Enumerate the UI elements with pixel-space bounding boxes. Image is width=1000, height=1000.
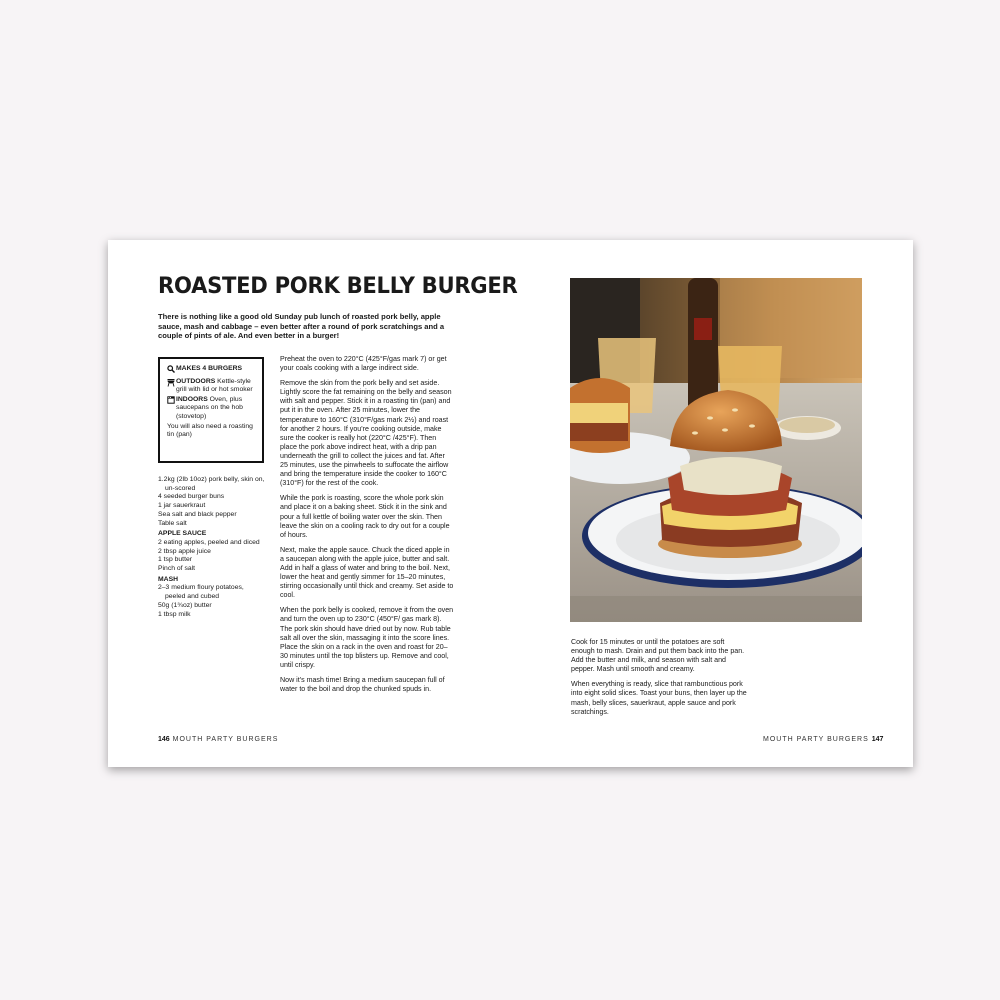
method-paragraph: When the pork belly is cooked, remove it from the oven and turn the oven up to 230°C (450°F/ gas mark 8). The pork skin should have dried out by now. Rub table salt all over the skin, massaging it into the score lines. Place the skin on a rack in the oven and roast for 20–30 minutes until the top blisters up. Remove and cool, until crispy. bbox=[280, 606, 454, 669]
oven-icon bbox=[167, 396, 176, 408]
method-paragraph: Next, make the apple sauce. Chuck the diced apple in a saucepan along with the apple juice, butter and salt. Add in half a glass of water and bring to the boil. Next, lower the heat and gently simmer for 15–20 minutes, stirring occasionally until thick and creamy. Set aside to cool. bbox=[280, 545, 454, 600]
indoors-text: Oven, plus saucepans on the hob (stovetop) bbox=[176, 395, 243, 420]
method-paragraph: When everything is ready, slice that rambunctious pork into eight solid slices. Toast your buns, then layer up the mash, belly slices, sauerkraut, apple sauce and pork scratchings. bbox=[571, 680, 747, 716]
ingredient-item: 1 tsp butter bbox=[158, 556, 193, 564]
ingredient-item: 1 tbsp milk bbox=[158, 610, 191, 618]
also-need-text: You will also need a roasting tin (pan) bbox=[167, 422, 253, 439]
book-spread bbox=[108, 240, 913, 767]
folio-left bbox=[158, 736, 278, 743]
ingredient-item: Pinch of salt bbox=[158, 565, 196, 573]
magnifier-icon bbox=[167, 365, 176, 377]
ingredients-list bbox=[158, 476, 270, 619]
ingredient-item: 2–3 medium floury potatoes, bbox=[158, 584, 244, 592]
method-paragraph: Remove the skin from the pork belly and set aside. Lightly score the fat remaining on the belly and season with salt and pepper. Stick it in a roasting tin (pan) and put it in the oven. After 25 minutes, lower the temperature to 160°C (310°F/gas mark 2½) and roast for another 2 hours. If you're cooking outside, make sure the cooker is really hot (220°C /425°F). Then place the pork above indirect heat, with a drip pan underneath the grill to collect the juices and fat. After 25 minutes, use the pinwheels to suffocate the airflow and bring the temperature inside the cooker to 160°C (310°F) for the rest of the cook. bbox=[280, 379, 452, 488]
method-paragraph: While the pork is roasting, score the whole pork skin and place it on a baking sheet. Stick it in the sink and pour a full kettle of boiling water over the skin. Then leave the skin on a cooling rack to dry out for a couple of hours. bbox=[280, 494, 450, 539]
burger-photo bbox=[570, 278, 862, 622]
ingredient-item: 2 eating apples, peeled and diced bbox=[158, 538, 260, 546]
page-number-left: 146 bbox=[158, 736, 170, 743]
outdoors-text: Kettle-style grill with lid or hot smoker bbox=[176, 377, 253, 394]
info-box bbox=[158, 357, 264, 463]
ingredient-item: Table salt bbox=[158, 519, 187, 527]
folio-label-left: MOUTH PARTY BURGERS bbox=[172, 736, 279, 743]
makes-row bbox=[167, 365, 257, 377]
ingredient-item: un-scored bbox=[165, 484, 196, 492]
ingredient-item: 4 seeded burger buns bbox=[158, 493, 225, 501]
grill-icon bbox=[167, 378, 176, 391]
indoors-label: INDOORS bbox=[176, 395, 208, 403]
ingredient-item: 50g (1¾oz) butter bbox=[158, 601, 212, 609]
mash-heading: MASH bbox=[158, 575, 179, 583]
indoors-row bbox=[167, 396, 257, 422]
makes-label: MAKES 4 BURGERS bbox=[176, 365, 243, 372]
method-column-right bbox=[571, 638, 747, 723]
ingredient-item: Sea salt and black pepper bbox=[158, 510, 237, 518]
recipe-title: ROASTED PORK BELLY BURGER bbox=[158, 274, 518, 299]
folio-label-right: MOUTH PARTY BURGERS bbox=[763, 736, 869, 743]
ingredient-item: 1 jar sauerkraut bbox=[158, 502, 206, 510]
outdoors-row bbox=[167, 378, 257, 395]
method-column-left bbox=[280, 355, 454, 700]
apple-sauce-heading: APPLE SAUCE bbox=[158, 530, 207, 538]
burger-photo-illustration bbox=[570, 278, 862, 622]
page-number-right: 147 bbox=[871, 736, 884, 743]
recipe-intro: There is nothing like a good old Sunday pub lunch of roasted pork belly, apple sauce, mash and cabbage – even better after a round of pork scratchings and a couple of pints of ale. And even better in a burger! bbox=[158, 312, 445, 341]
ingredient-item: peeled and cubed bbox=[165, 593, 220, 601]
method-paragraph: Preheat the oven to 220°C (425°F/gas mark 7) or get your coals cooking with a large indirect side. bbox=[280, 355, 447, 373]
ingredient-item: 2 tbsp apple juice bbox=[158, 547, 211, 555]
ingredient-item: 1.2kg (2lb 10oz) pork belly, skin on, bbox=[158, 476, 265, 483]
method-paragraph: Cook for 15 minutes or until the potatoes are soft enough to mash. Drain and put them back into the pan. Add the butter and milk, and season with salt and pepper. Mash until smooth and creamy. bbox=[571, 638, 745, 674]
method-paragraph: Now it's mash time! Bring a medium saucepan full of water to the boil and drop the chunked spuds in. bbox=[280, 676, 445, 694]
outdoors-label: OUTDOORS bbox=[176, 377, 216, 385]
folio-right bbox=[763, 736, 883, 743]
